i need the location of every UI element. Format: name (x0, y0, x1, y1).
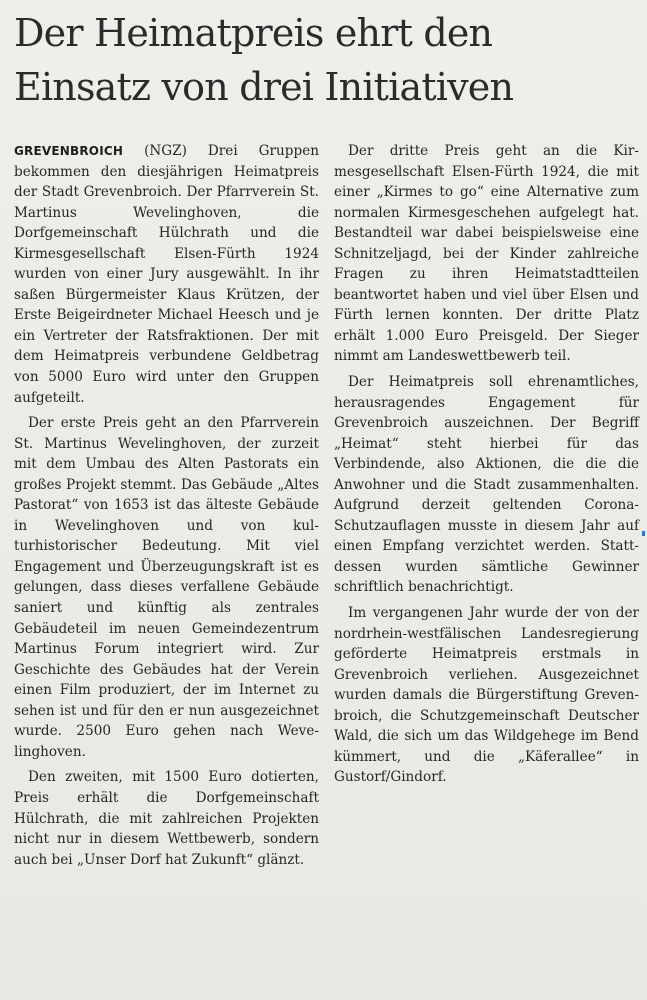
paragraph-third-prize: Der dritte Preis geht an die Kirmesgesellschaft Elsen-Fürth 1924, die mit einer „Kirmes to go“ eine Alternative zum normalen Kirmesgeschehen aufgelegt hat. Bestandteil war dabei beispielsweise eine Schnitzeljagd, bei der Kinder zahlreiche Fragen zu ihren Heimatstadtteilen beantwortet haben und viel über Elsen und Fürth lernen konnten. Der dritte Platz erhält 1.000 Euro Preisgeld. Der Sieger nimmt am Landeswettbewerb teil. (334, 143, 639, 365)
headline (14, 6, 614, 114)
blue-mark (642, 531, 645, 536)
paragraph-intro-text: Drei Gruppen bekommen den diesjährigen Heimatpreis der Stadt Grevenbroich. Der Pfarrverein St. Martinus Wevelinghoven, die Dorfgemeinschaft Hülchrath und die Kirmesgesellschaft Elsen-Fürth 1924 wurden von einer Jury ausgewählt. In ihr saßen Bürgermeister Klaus Krützen, der Erste Beigeirdneter Michael Heesch und je ein Vertreter der Ratsfraktionen. Der mit dem Heimatpreis verbundene Geldbetrag von 5000 Euro wird unter den Gruppen aufgeteilt. (14, 143, 319, 406)
article-body (14, 141, 639, 996)
paragraph-purpose: Der Heimatpreis soll ehrenamtliches, herausragendes Engagement für Grevenbroich auszeichnen. Der Begriff „Heimat“ steht hierbei für das Verbindende, also Aktionen, die die die Anwohner und die Stadt zusammenhalten. Aufgrund derzeit geltenden Corona-Schutzauflagen musste in diesem Jahr auf einen Empfang verzichtet werden. Stattdessen wurden sämtliche Gewinner schriftlich benachrichtigt. (334, 374, 639, 596)
paragraph-first-prize: Der erste Preis geht an den Pfarrverein St. Martinus Wevelinghoven, der zurzeit mit dem Umbau des Alten Pastorats ein großes Projekt stemmt. Das Gebäude „Altes Pastorat“ von 1653 ist das älteste Gebäude in Wevelinghoven und von kulturhistorischer Bedeutung. Mit viel Engagement und Überzeugungskraft ist es gelungen, dass dieses verfallene Gebäude saniert und künftig als zentrales Gebäudeteil im neuen Gemeindezentrum Martinus Forum integriert wird. Zur Geschichte des Gebäudes hat der Verein einen Film produziert, der im Internet zu sehen ist und für den er nun ausgezeichnet wurde. 2500 Euro gehen nach Wevelinghoven. (14, 415, 319, 760)
headline-line-2: Einsatz von drei Initiativen (14, 65, 514, 109)
dateline-place: GREVENBROICH (14, 144, 124, 158)
dateline-agency: (NGZ) (123, 143, 208, 159)
paragraph-history: Im vergangenen Jahr wurde der von der nordrhein-westfälischen Landesregierung geförderte Heimatpreis erstmals in Grevenbroich verliehen. Ausgezeichnet wurden damals die Bürgerstiftung Grevenbroich, die Schutzgemeinschaft Deutscher Wald, die sich um das Wildgehege im Bend kümmert, und die „Käferallee“ in Gustorf/Gindorf. (334, 605, 639, 786)
headline-line-1: Der Heimatpreis ehrt den (14, 11, 493, 55)
paragraph-second-prize: Den zweiten, mit 1500 Euro dotierten, Preis erhält die Dorfgemeinschaft Hülchrath, die mit zahlreichen Projekten nicht nur in diesem Wettbewerb, sondern auch bei „Unser Dorf hat Zukunft“ glänzt. (14, 769, 319, 868)
column-right (334, 141, 639, 996)
paragraph-intro (14, 141, 319, 408)
column-left (14, 141, 319, 996)
